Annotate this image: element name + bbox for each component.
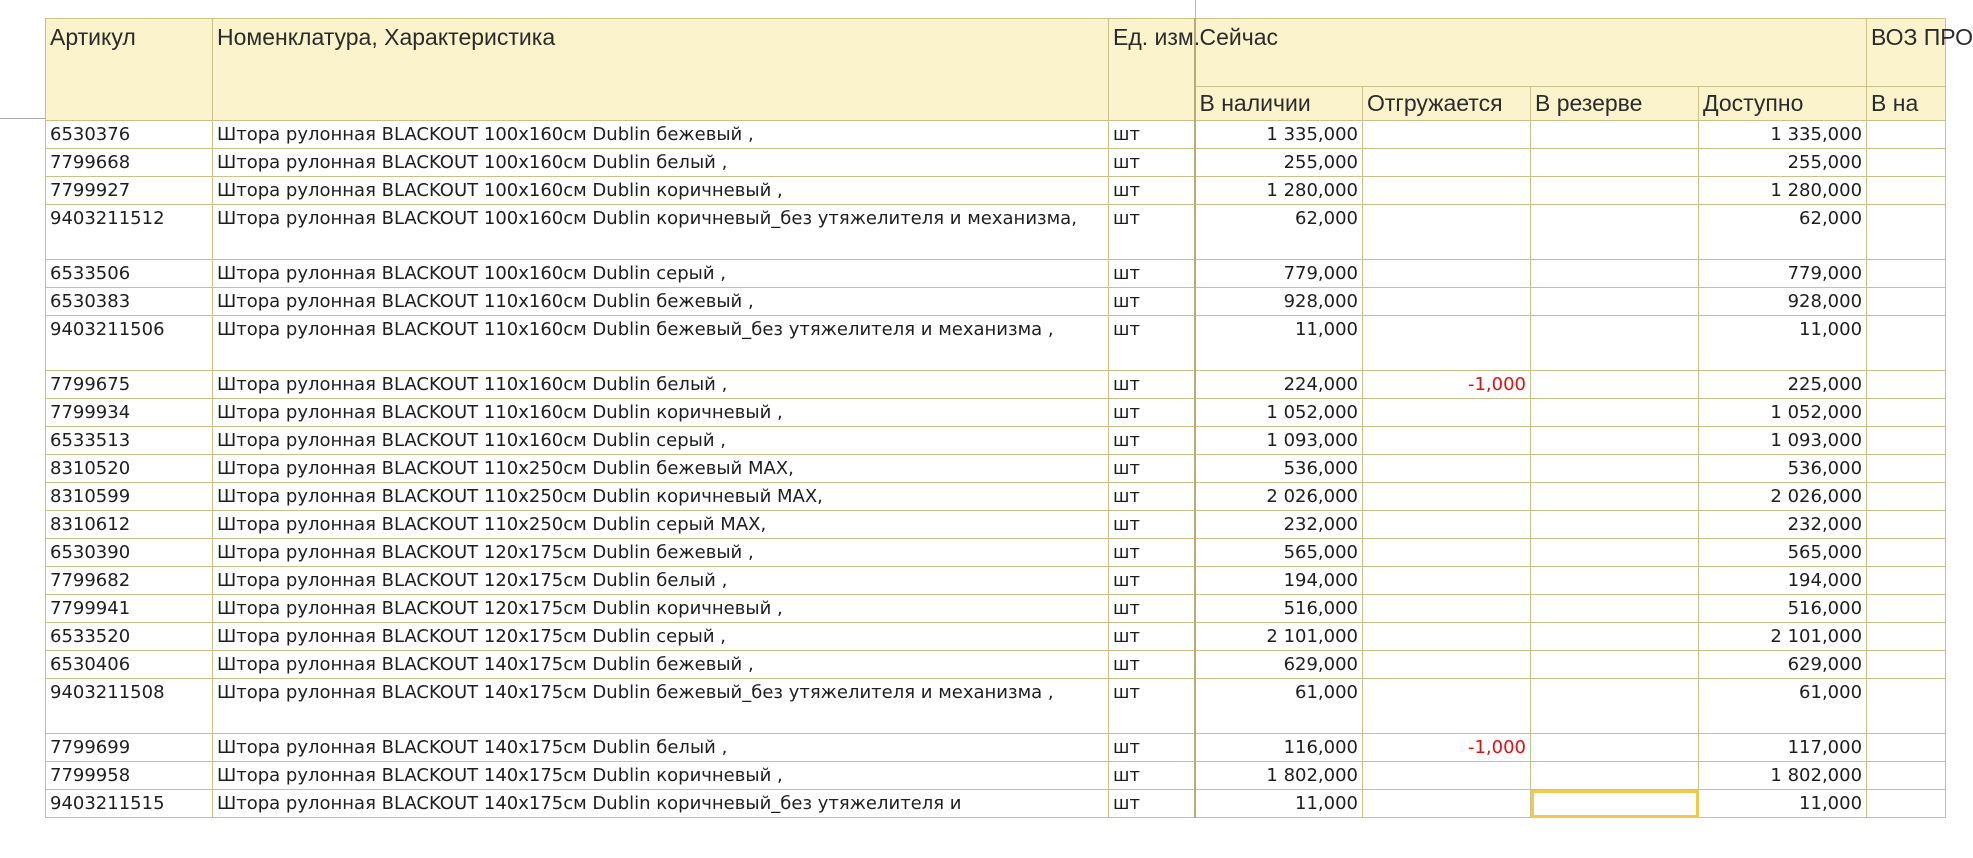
available-cell[interactable]: 61,000 xyxy=(1699,679,1867,734)
article-cell[interactable]: 7799682 xyxy=(46,567,213,595)
article-cell[interactable]: 6533520 xyxy=(46,623,213,651)
in-stock-cell[interactable]: 779,000 xyxy=(1195,260,1363,288)
available-cell[interactable]: 2 101,000 xyxy=(1699,623,1867,651)
header-extra-sub[interactable]: В на xyxy=(1867,87,1946,121)
reserved-cell[interactable] xyxy=(1531,790,1699,818)
shipping-cell[interactable] xyxy=(1363,177,1531,205)
extra-cell[interactable] xyxy=(1867,651,1946,679)
nomenclature-cell[interactable]: Штора рулонная BLACKOUT 120x175см Dublin коричневый , xyxy=(213,595,1109,623)
available-cell[interactable]: 928,000 xyxy=(1699,288,1867,316)
nomenclature-cell[interactable]: Штора рулонная BLACKOUT 110x160см Dublin бежевый_без утяжелителя и механизма , xyxy=(213,316,1109,371)
nomenclature-cell[interactable]: Штора рулонная BLACKOUT 110x250см Dublin бежевый MAX, xyxy=(213,455,1109,483)
available-cell[interactable]: 117,000 xyxy=(1699,734,1867,762)
reserved-cell[interactable] xyxy=(1531,595,1699,623)
nomenclature-cell[interactable]: Штора рулонная BLACKOUT 100x160см Dublin коричневый_без утяжелителя и механизма, xyxy=(213,205,1109,260)
extra-cell[interactable] xyxy=(1867,679,1946,734)
extra-cell[interactable] xyxy=(1867,790,1946,818)
nomenclature-cell[interactable]: Штора рулонная BLACKOUT 110x160см Dublin коричневый , xyxy=(213,399,1109,427)
shipping-cell[interactable] xyxy=(1363,260,1531,288)
reserved-cell[interactable] xyxy=(1531,762,1699,790)
nomenclature-cell[interactable]: Штора рулонная BLACKOUT 100x160см Dublin коричневый , xyxy=(213,177,1109,205)
article-cell[interactable]: 6530390 xyxy=(46,539,213,567)
header-reserved[interactable]: В резерве xyxy=(1531,87,1699,121)
available-cell[interactable]: 11,000 xyxy=(1699,790,1867,818)
unit-cell[interactable]: шт xyxy=(1109,427,1195,455)
shipping-cell[interactable] xyxy=(1363,511,1531,539)
nomenclature-cell[interactable]: Штора рулонная BLACKOUT 100x160см Dublin серый , xyxy=(213,260,1109,288)
unit-cell[interactable]: шт xyxy=(1109,790,1195,818)
header-unit[interactable]: Ед. изм. xyxy=(1109,19,1195,121)
available-cell[interactable]: 11,000 xyxy=(1699,316,1867,371)
reserved-cell[interactable] xyxy=(1531,455,1699,483)
unit-cell[interactable]: шт xyxy=(1109,511,1195,539)
shipping-cell[interactable] xyxy=(1363,762,1531,790)
unit-cell[interactable]: шт xyxy=(1109,399,1195,427)
article-cell[interactable]: 7799675 xyxy=(46,371,213,399)
table-row[interactable] xyxy=(46,539,1946,567)
header-shipping[interactable]: Отгружается xyxy=(1363,87,1531,121)
in-stock-cell[interactable]: 1 093,000 xyxy=(1195,427,1363,455)
article-cell[interactable]: 6530376 xyxy=(46,121,213,149)
nomenclature-cell[interactable]: Штора рулонная BLACKOUT 140x175см Dublin бежевый , xyxy=(213,651,1109,679)
available-cell[interactable]: 1 052,000 xyxy=(1699,399,1867,427)
unit-cell[interactable]: шт xyxy=(1109,149,1195,177)
table-row[interactable] xyxy=(46,149,1946,177)
table-row[interactable] xyxy=(46,483,1946,511)
extra-cell[interactable] xyxy=(1867,288,1946,316)
nomenclature-cell[interactable]: Штора рулонная BLACKOUT 120x175см Dublin белый , xyxy=(213,567,1109,595)
shipping-cell[interactable] xyxy=(1363,567,1531,595)
in-stock-cell[interactable]: 62,000 xyxy=(1195,205,1363,260)
available-cell[interactable]: 232,000 xyxy=(1699,511,1867,539)
extra-cell[interactable] xyxy=(1867,205,1946,260)
article-cell[interactable]: 6530383 xyxy=(46,288,213,316)
table-row[interactable] xyxy=(46,679,1946,734)
nomenclature-cell[interactable]: Штора рулонная BLACKOUT 120x175см Dublin бежевый , xyxy=(213,539,1109,567)
shipping-cell[interactable] xyxy=(1363,595,1531,623)
extra-cell[interactable] xyxy=(1867,260,1946,288)
available-cell[interactable]: 62,000 xyxy=(1699,205,1867,260)
available-cell[interactable]: 2 026,000 xyxy=(1699,483,1867,511)
available-cell[interactable]: 225,000 xyxy=(1699,371,1867,399)
article-cell[interactable]: 7799934 xyxy=(46,399,213,427)
shipping-cell[interactable] xyxy=(1363,121,1531,149)
in-stock-cell[interactable]: 2 026,000 xyxy=(1195,483,1363,511)
table-row[interactable] xyxy=(46,511,1946,539)
article-cell[interactable]: 8310599 xyxy=(46,483,213,511)
article-cell[interactable]: 7799699 xyxy=(46,734,213,762)
in-stock-cell[interactable]: 536,000 xyxy=(1195,455,1363,483)
available-cell[interactable]: 516,000 xyxy=(1699,595,1867,623)
nomenclature-cell[interactable]: Штора рулонная BLACKOUT 140x175см Dublin коричневый , xyxy=(213,762,1109,790)
shipping-cell[interactable] xyxy=(1363,623,1531,651)
table-row[interactable] xyxy=(46,790,1946,818)
nomenclature-cell[interactable]: Штора рулонная BLACKOUT 140x175см Dublin бежевый_без утяжелителя и механизма , xyxy=(213,679,1109,734)
table-row[interactable] xyxy=(46,567,1946,595)
shipping-cell[interactable] xyxy=(1363,455,1531,483)
nomenclature-cell[interactable]: Штора рулонная BLACKOUT 110x250см Dublin серый MAX, xyxy=(213,511,1109,539)
table-row[interactable] xyxy=(46,762,1946,790)
unit-cell[interactable]: шт xyxy=(1109,121,1195,149)
shipping-cell[interactable]: -1,000 xyxy=(1363,734,1531,762)
extra-cell[interactable] xyxy=(1867,455,1946,483)
reserved-cell[interactable] xyxy=(1531,205,1699,260)
reserved-cell[interactable] xyxy=(1531,623,1699,651)
available-cell[interactable]: 1 335,000 xyxy=(1699,121,1867,149)
table-row[interactable] xyxy=(46,121,1946,149)
unit-cell[interactable]: шт xyxy=(1109,539,1195,567)
header-available[interactable]: Доступно xyxy=(1699,87,1867,121)
header-now-group[interactable]: Сейчас xyxy=(1195,19,1867,87)
reserved-cell[interactable] xyxy=(1531,316,1699,371)
reserved-cell[interactable] xyxy=(1531,149,1699,177)
in-stock-cell[interactable]: 565,000 xyxy=(1195,539,1363,567)
reserved-cell[interactable] xyxy=(1531,483,1699,511)
row-gutter-line xyxy=(0,118,45,119)
reserved-cell[interactable] xyxy=(1531,121,1699,149)
extra-cell[interactable] xyxy=(1867,399,1946,427)
shipping-cell[interactable] xyxy=(1363,483,1531,511)
available-cell[interactable]: 565,000 xyxy=(1699,539,1867,567)
table-row[interactable] xyxy=(46,651,1946,679)
extra-cell[interactable] xyxy=(1867,734,1946,762)
in-stock-cell[interactable]: 1 280,000 xyxy=(1195,177,1363,205)
nomenclature-cell[interactable]: Штора рулонная BLACKOUT 110x160см Dublin серый , xyxy=(213,427,1109,455)
nomenclature-cell[interactable]: Штора рулонная BLACKOUT 110x250см Dublin коричневый MAX, xyxy=(213,483,1109,511)
unit-cell[interactable]: шт xyxy=(1109,567,1195,595)
in-stock-cell[interactable]: 2 101,000 xyxy=(1195,623,1363,651)
unit-cell[interactable]: шт xyxy=(1109,483,1195,511)
unit-cell[interactable]: шт xyxy=(1109,623,1195,651)
in-stock-cell[interactable]: 255,000 xyxy=(1195,149,1363,177)
shipping-cell[interactable] xyxy=(1363,427,1531,455)
extra-cell[interactable] xyxy=(1867,595,1946,623)
extra-cell[interactable] xyxy=(1867,762,1946,790)
article-cell[interactable]: 7799941 xyxy=(46,595,213,623)
reserved-cell[interactable] xyxy=(1531,371,1699,399)
extra-cell[interactable] xyxy=(1867,427,1946,455)
available-cell[interactable]: 194,000 xyxy=(1699,567,1867,595)
shipping-cell[interactable] xyxy=(1363,205,1531,260)
in-stock-cell[interactable]: 194,000 xyxy=(1195,567,1363,595)
in-stock-cell[interactable]: 11,000 xyxy=(1195,790,1363,818)
shipping-cell[interactable]: -1,000 xyxy=(1363,371,1531,399)
unit-cell[interactable]: шт xyxy=(1109,288,1195,316)
extra-cell[interactable] xyxy=(1867,539,1946,567)
article-cell[interactable]: 7799927 xyxy=(46,177,213,205)
extra-cell[interactable] xyxy=(1867,483,1946,511)
article-cell[interactable]: 9403211506 xyxy=(46,316,213,371)
extra-cell[interactable] xyxy=(1867,623,1946,651)
top-strip xyxy=(45,0,1928,18)
table-row[interactable] xyxy=(46,288,1946,316)
nomenclature-cell[interactable]: Штора рулонная BLACKOUT 110x160см Dublin бежевый , xyxy=(213,288,1109,316)
unit-cell[interactable]: шт xyxy=(1109,371,1195,399)
unit-cell[interactable]: шт xyxy=(1109,679,1195,734)
header-nomenclature[interactable]: Номенклатура, Характеристика xyxy=(213,19,1109,121)
unit-cell[interactable]: шт xyxy=(1109,651,1195,679)
nomenclature-cell[interactable]: Штора рулонная BLACKOUT 120x175см Dublin серый , xyxy=(213,623,1109,651)
in-stock-cell[interactable]: 61,000 xyxy=(1195,679,1363,734)
table-row[interactable] xyxy=(46,177,1946,205)
unit-cell[interactable]: шт xyxy=(1109,762,1195,790)
reserved-cell[interactable] xyxy=(1531,260,1699,288)
in-stock-cell[interactable]: 1 052,000 xyxy=(1195,399,1363,427)
table-row[interactable] xyxy=(46,427,1946,455)
unit-cell[interactable]: шт xyxy=(1109,595,1195,623)
reserved-cell[interactable] xyxy=(1531,734,1699,762)
in-stock-cell[interactable]: 516,000 xyxy=(1195,595,1363,623)
reserved-cell[interactable] xyxy=(1531,679,1699,734)
header-article[interactable]: Артикул xyxy=(46,19,213,121)
available-cell[interactable]: 1 802,000 xyxy=(1699,762,1867,790)
table-row[interactable] xyxy=(46,260,1946,288)
available-cell[interactable]: 255,000 xyxy=(1699,149,1867,177)
article-cell[interactable]: 6533513 xyxy=(46,427,213,455)
in-stock-cell[interactable]: 1 802,000 xyxy=(1195,762,1363,790)
report-rows xyxy=(46,121,1946,818)
in-stock-cell[interactable]: 11,000 xyxy=(1195,316,1363,371)
in-stock-cell[interactable]: 928,000 xyxy=(1195,288,1363,316)
stock-report-table xyxy=(45,18,1973,818)
unit-cell[interactable]: шт xyxy=(1109,177,1195,205)
in-stock-cell[interactable]: 1 335,000 xyxy=(1195,121,1363,149)
table-row[interactable] xyxy=(46,734,1946,762)
shipping-cell[interactable] xyxy=(1363,399,1531,427)
available-cell[interactable]: 629,000 xyxy=(1699,651,1867,679)
unit-cell[interactable]: шт xyxy=(1109,316,1195,371)
table-row[interactable] xyxy=(46,371,1946,399)
table-row[interactable] xyxy=(46,595,1946,623)
reserved-cell[interactable] xyxy=(1531,399,1699,427)
header-extra-group[interactable]: ВОЗ ПРО xyxy=(1867,19,1946,87)
table-row[interactable] xyxy=(46,455,1946,483)
extra-cell[interactable] xyxy=(1867,149,1946,177)
available-cell[interactable]: 779,000 xyxy=(1699,260,1867,288)
table-row[interactable] xyxy=(46,316,1946,371)
article-cell[interactable]: 9403211515 xyxy=(46,790,213,818)
in-stock-cell[interactable]: 116,000 xyxy=(1195,734,1363,762)
reserved-cell[interactable] xyxy=(1531,567,1699,595)
in-stock-cell[interactable]: 629,000 xyxy=(1195,651,1363,679)
nomenclature-cell[interactable]: Штора рулонная BLACKOUT 100x160см Dublin бежевый , xyxy=(213,121,1109,149)
nomenclature-cell[interactable]: Штора рулонная BLACKOUT 110x160см Dublin белый , xyxy=(213,371,1109,399)
extra-cell[interactable] xyxy=(1867,511,1946,539)
shipping-cell[interactable] xyxy=(1363,539,1531,567)
nomenclature-cell[interactable]: Штора рулонная BLACKOUT 140x175см Dublin белый , xyxy=(213,734,1109,762)
extra-cell[interactable] xyxy=(1867,567,1946,595)
nomenclature-cell[interactable]: Штора рулонная BLACKOUT 100x160см Dublin белый , xyxy=(213,149,1109,177)
reserved-cell[interactable] xyxy=(1531,651,1699,679)
shipping-cell[interactable] xyxy=(1363,316,1531,371)
article-cell[interactable]: 9403211508 xyxy=(46,679,213,734)
article-cell[interactable]: 7799958 xyxy=(46,762,213,790)
table-row[interactable] xyxy=(46,399,1946,427)
article-cell[interactable]: 9403211512 xyxy=(46,205,213,260)
unit-cell[interactable]: шт xyxy=(1109,455,1195,483)
article-cell[interactable]: 6530406 xyxy=(46,651,213,679)
nomenclature-cell[interactable]: Штора рулонная BLACKOUT 140x175см Dublin коричневый_без утяжелителя и xyxy=(213,790,1109,818)
reserved-cell[interactable] xyxy=(1531,427,1699,455)
reserved-cell[interactable] xyxy=(1531,177,1699,205)
article-cell[interactable]: 7799668 xyxy=(46,149,213,177)
available-cell[interactable]: 1 280,000 xyxy=(1699,177,1867,205)
reserved-cell[interactable] xyxy=(1531,539,1699,567)
article-cell[interactable]: 6533506 xyxy=(46,260,213,288)
available-cell[interactable]: 536,000 xyxy=(1699,455,1867,483)
extra-cell[interactable] xyxy=(1867,177,1946,205)
article-cell[interactable]: 8310612 xyxy=(46,511,213,539)
available-cell[interactable]: 1 093,000 xyxy=(1699,427,1867,455)
unit-cell[interactable]: шт xyxy=(1109,205,1195,260)
shipping-cell[interactable] xyxy=(1363,651,1531,679)
shipping-cell[interactable] xyxy=(1363,149,1531,177)
in-stock-cell[interactable]: 232,000 xyxy=(1195,511,1363,539)
extra-cell[interactable] xyxy=(1867,121,1946,149)
table-row[interactable] xyxy=(46,205,1946,260)
unit-cell[interactable]: шт xyxy=(1109,734,1195,762)
article-cell[interactable]: 8310520 xyxy=(46,455,213,483)
table-row[interactable] xyxy=(46,623,1946,651)
reserved-cell[interactable] xyxy=(1531,288,1699,316)
in-stock-cell[interactable]: 224,000 xyxy=(1195,371,1363,399)
shipping-cell[interactable] xyxy=(1363,679,1531,734)
reserved-cell[interactable] xyxy=(1531,511,1699,539)
header-in-stock[interactable]: В наличии xyxy=(1195,87,1363,121)
shipping-cell[interactable] xyxy=(1363,790,1531,818)
shipping-cell[interactable] xyxy=(1363,288,1531,316)
unit-cell[interactable]: шт xyxy=(1109,260,1195,288)
extra-cell[interactable] xyxy=(1867,371,1946,399)
extra-cell[interactable] xyxy=(1867,316,1946,371)
